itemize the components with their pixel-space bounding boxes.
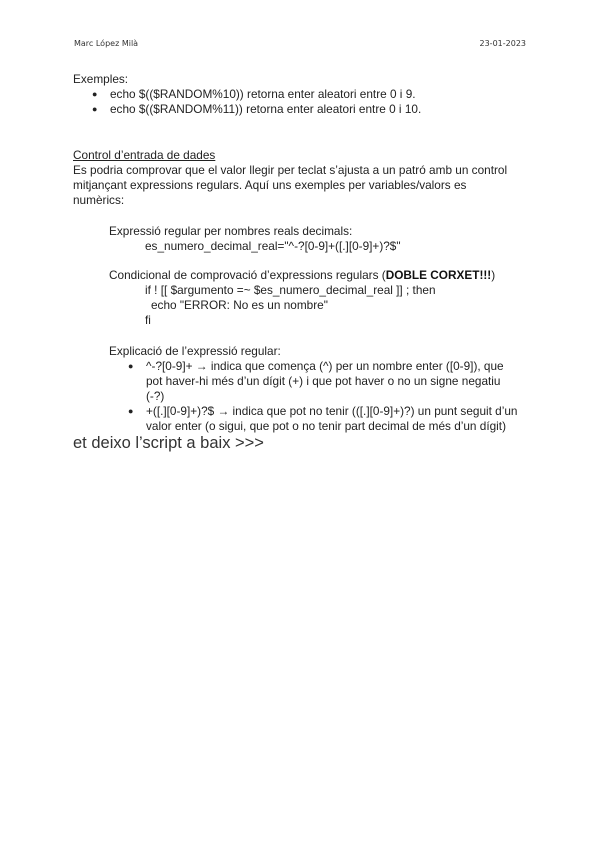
example-text: echo $(($RANDOM%10)) retorna enter aleatori entre 0 i 9. <box>110 87 416 101</box>
examples-title: Exemples: <box>73 72 129 86</box>
author-name: Marc López Milà <box>74 39 139 48</box>
paragraph-line: numèrics: <box>73 193 125 207</box>
bullet-icon: ● <box>128 406 134 416</box>
explain-line: +([.][0-9]+)?$ → indica que pot no tenir (([.][0-9]+)?) un punt seguit d’un <box>146 404 518 418</box>
bullet-icon: ● <box>92 89 98 99</box>
list-item <box>109 404 533 434</box>
conditional-title-prefix: Condicional de comprovació d’expressions regulars ( <box>109 268 386 282</box>
code-line: fi <box>145 313 151 327</box>
section-heading: Control d’entrada de dades <box>73 148 216 162</box>
paragraph-line: mitjançant expressions regulars. Aquí uns exemples per variables/valors es <box>73 178 467 192</box>
explain-title: Explicació de l’expressió regular: <box>109 344 281 358</box>
explain-line: (-?) <box>146 389 165 403</box>
examples-list <box>73 87 533 117</box>
list-item <box>109 359 533 404</box>
list-item <box>73 87 533 102</box>
script-below-note: et deixo l’script a baix >>> <box>73 434 264 452</box>
explain-line: pot haver-hi més d’un dígit (+) i que pot haver o no un signe negatiu <box>146 374 501 388</box>
example-text: echo $(($RANDOM%11)) retorna enter aleatori entre 0 i 10. <box>110 102 422 116</box>
page-header <box>74 39 526 51</box>
explain-list <box>73 359 533 434</box>
list-item <box>73 102 533 117</box>
bullet-icon: ● <box>128 361 134 371</box>
conditional-title <box>73 268 533 283</box>
explain-line: ^-?[0-9]+ → indica que comença (^) per un nombre enter ([0-9]), que <box>146 359 504 373</box>
explain-line: valor enter (o sigui, que pot o no tenir part decimal de més d’un dígit) <box>146 419 507 433</box>
code-line: if ! [[ $argumento =~ $es_numero_decimal_real ]] ; then <box>145 283 436 297</box>
conditional-title-suffix: ) <box>491 268 496 282</box>
regex-code: es_numero_decimal_real="^-?[0-9]+([.][0-9]+)?$" <box>145 239 401 253</box>
conditional-title-bold: DOBLE CORXET!!! <box>385 268 492 282</box>
paragraph-line: Es podria comprovar que el valor llegir per teclat s’ajusta a un patró amb un control <box>73 163 508 177</box>
code-line: echo "ERROR: No es un nombre" <box>151 298 328 312</box>
document-body <box>73 72 533 434</box>
document-date: 23-01-2023 <box>479 39 526 48</box>
regex-title: Expressió regular per nombres reals decimals: <box>109 224 353 238</box>
bullet-icon: ● <box>92 104 98 114</box>
